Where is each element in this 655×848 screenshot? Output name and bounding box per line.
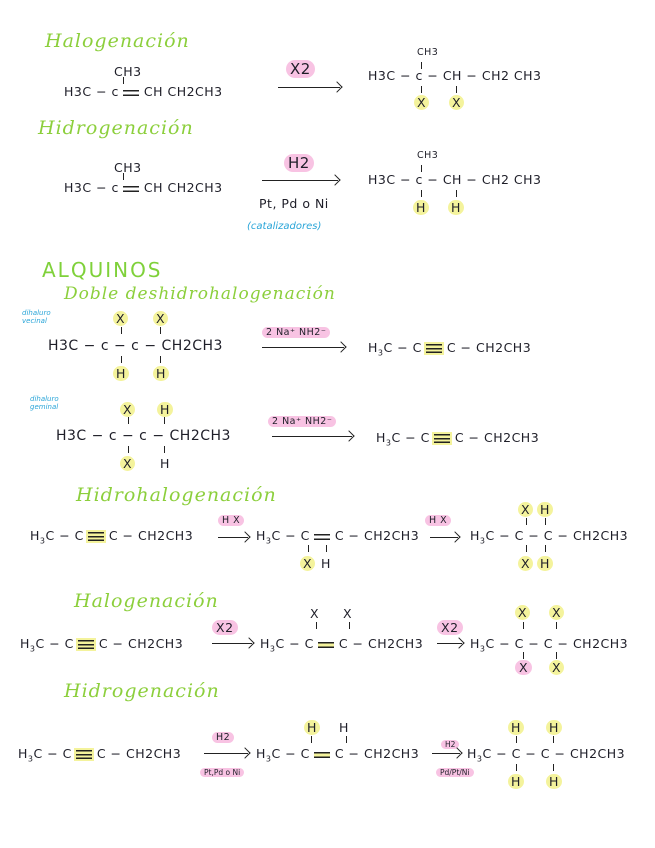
atom-h: H [546,720,562,735]
atom-h: H [546,774,562,789]
atom-x: X [515,605,530,620]
reaction-arrow [262,347,344,348]
atom-x: X [518,556,533,571]
atom-h: H [153,366,169,381]
atom-h: H [304,720,320,735]
heading-halogenacion-alkene: Halogenación [45,30,190,52]
atom-x: X [300,556,315,571]
reaction-arrow [272,436,352,437]
product-formula-2: H3C − c − CH − CH2 CH3 [368,172,542,187]
reaction-arrow [432,753,460,754]
heading-hidrohalogenacion: Hidrohalogenación [76,484,277,506]
atom-h: H [508,774,524,789]
atom-x: X [113,311,128,326]
atom-x: X [518,502,533,517]
atom-x: X [120,402,135,417]
reagent-h2: H2 [212,732,234,743]
tetrahalide-product: $H_3C - C - C - CH2CH3$ [470,636,629,654]
reagent-x2: X2 [212,620,238,635]
catalyst-pt-pd-ni: Pt, Pd o Ni [259,196,329,211]
reaction-arrow [218,537,248,538]
dihaloalkene: $H_3C - C$ C − CH2CH3 [260,636,424,654]
heading-halogenacion-alkyne: Halogenación [74,590,219,612]
alkyne-start-5: $H_3C - C$ C − CH2CH3 [18,746,182,764]
heading-alquinos: ALQUINOS [42,258,163,282]
atom-h: H [113,366,129,381]
alkyne-start-4: $H_3C - C$ C − CH2CH3 [20,636,184,654]
reagent-hx: H X [218,515,244,526]
catalyst-pt-pd-ni: Pt,Pd o Ni [200,768,244,777]
atom-x: X [343,606,353,621]
atom-h: H [160,456,170,471]
atom-h: H [537,556,553,571]
heading-hidrogenacion-alkene: Hidrogenación [38,117,194,139]
note-catalizadores: (catalizadores) [247,221,322,232]
atom-x: X [549,660,564,675]
reaction-arrow [278,87,340,88]
atom-x: X [515,660,532,675]
atom-h: H [413,200,429,215]
dihalide-product-hx: $H_3C - C - C - CH2CH3$ [470,528,629,546]
reaction-arrow [212,643,252,644]
reagent-x2: X2 [286,60,315,78]
catalyst-pd-pt-ni: Pd/Pt/Ni [436,768,474,777]
reagent-hx: H X [425,515,451,526]
atom-h: H [508,720,524,735]
product-formula-1: H3C − c − CH − CH2 CH3 [368,68,542,83]
alkyne-product-2: $H_3C - C$ C − CH2CH3 [376,430,540,448]
atom-h: H [157,402,173,417]
ch3-branch: CH3 [114,160,142,175]
heading-hidrogenacion-alkyne: Hidrogenación [64,680,220,702]
reagent-2na-nh2: 2 Na⁺ NH2⁻ [262,327,330,338]
reaction-arrow [204,753,248,754]
alkene-intermediate-hx: $H_3C - C$ C − CH2CH3 [256,528,420,546]
reagent-x2: X2 [437,620,463,635]
note-dihaluro-geminal: dihaluro geminal [30,395,59,411]
alkyne-product-1: $H_3C - C$ C − CH2CH3 [368,340,532,358]
reagent-h2: H2 [441,740,459,749]
reagent-2na-nh2: 2 Na⁺ NH2⁻ [268,416,336,427]
reaction-arrow [262,180,338,181]
atom-h: H [537,502,553,517]
atom-x: X [120,456,135,471]
product-ch3: CH3 [417,47,439,58]
alkene-formula-2: H3C − c CH CH2CH3 [64,180,223,195]
atom-x: X [153,311,168,326]
atom-x: X [549,605,564,620]
note-dihaluro-vecinal: dihaluro vecinal [22,309,51,325]
atom-x: X [414,95,429,110]
dihydroalkene: $H_3C - C$ C − CH2CH3 [256,746,420,764]
atom-h: H [448,200,464,215]
heading-doble-deshidrohalogenacion: Doble deshidrohalogenación [64,284,336,304]
alkene-formula-1: H3C − c CH CH2CH3 [64,84,223,99]
ch3-branch: CH3 [114,64,142,79]
atom-x: X [449,95,464,110]
alkane-product: $H_3C - C - C - CH2CH3$ [467,746,626,764]
reaction-arrow [437,643,462,644]
reaction-arrow [430,537,458,538]
vecinal-formula: H3C − c − c − CH2CH3 [48,338,223,354]
atom-x: X [310,606,320,621]
product-ch3: CH3 [417,150,439,161]
geminal-formula: H3C − c − c − CH2CH3 [56,428,231,444]
atom-h: H [321,556,331,571]
atom-h: H [339,720,349,735]
reagent-h2: H2 [284,154,314,172]
alkyne-start-3: $H_3C - C$ C − CH2CH3 [30,528,194,546]
